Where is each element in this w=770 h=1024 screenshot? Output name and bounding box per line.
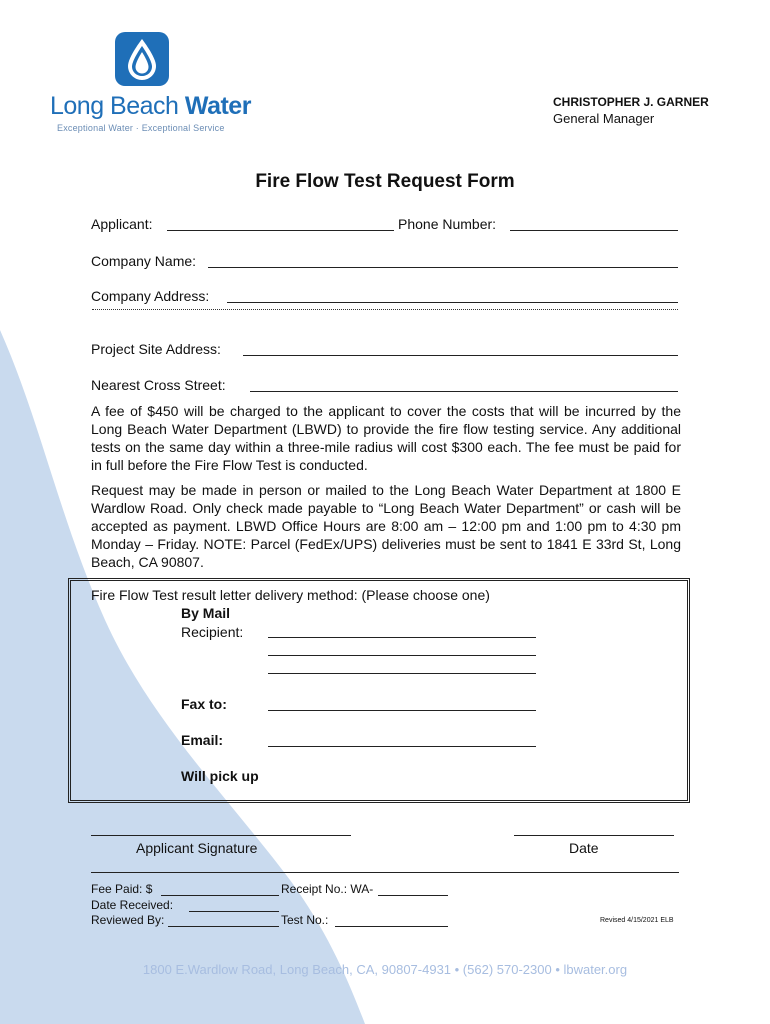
reviewed-by-field[interactable] bbox=[168, 926, 279, 927]
fee-paragraph: A fee of $450 will be charged to the applicant to cover the costs that will be incurred by the Long Beach Water Department (LBWD) to provide the fire flow testing service. Any additional tests on the same day within a three-mile radius will cost $300 each. The fee must be paid for in full before the Fire Flow Test is conducted. bbox=[91, 403, 681, 473]
company-name-label: Company Name: bbox=[91, 253, 197, 269]
cross-street-label: Nearest Cross Street: bbox=[91, 377, 226, 393]
pick-up-label: Will pick up bbox=[181, 768, 259, 784]
project-site-field[interactable] bbox=[243, 355, 678, 356]
date-label: Date bbox=[569, 840, 599, 856]
date-field[interactable] bbox=[514, 835, 674, 836]
manager-title: General Manager bbox=[553, 111, 655, 126]
cross-street-field[interactable] bbox=[250, 391, 678, 392]
applicant-field[interactable] bbox=[167, 230, 394, 231]
receipt-field[interactable] bbox=[378, 895, 448, 896]
by-mail-label: By Mail bbox=[181, 605, 231, 621]
fax-field[interactable] bbox=[268, 710, 536, 711]
project-site-label: Project Site Address: bbox=[91, 341, 221, 357]
delivery-method-box bbox=[68, 578, 690, 803]
receipt-label: Receipt No.: WA- bbox=[281, 882, 374, 896]
recipient-line-2[interactable] bbox=[268, 655, 536, 656]
water-drop-icon bbox=[115, 32, 169, 86]
logo-name-light: Long Beach bbox=[50, 92, 185, 120]
signature-label: Applicant Signature bbox=[136, 840, 258, 856]
logo-wordmark bbox=[50, 92, 251, 121]
signature-field[interactable] bbox=[91, 835, 351, 836]
reviewed-by-label: Reviewed By: bbox=[91, 913, 165, 927]
logo bbox=[115, 32, 169, 86]
delivery-heading: Fire Flow Test result letter delivery method: (Please choose one) bbox=[91, 587, 490, 603]
date-received-field[interactable] bbox=[189, 911, 279, 912]
recipient-line-3[interactable] bbox=[268, 673, 536, 674]
test-no-label: Test No.: bbox=[281, 913, 329, 927]
form-title: Fire Flow Test Request Form bbox=[255, 171, 515, 192]
company-address-label: Company Address: bbox=[91, 288, 210, 304]
company-address-field[interactable] bbox=[227, 302, 678, 303]
request-paragraph: Request may be made in person or mailed to the Long Beach Water Department at 1800 E Wardlow Road. Only check made payable to “Long Beach Water Department” or cash will be accepted as payment. LBWD Office Hours are 8:00 am – 12:00 pm and 1:00 pm to 4:30 pm Monday – Friday. NOTE: Parcel (FedEx/UPS) deliveries must be sent to 1841 E 33rd St, Long Beach, CA 90807. bbox=[91, 482, 681, 570]
fee-paid-label: Fee Paid: $ bbox=[91, 882, 153, 896]
recipient-label: Recipient: bbox=[181, 624, 244, 640]
email-label: Email: bbox=[181, 732, 224, 748]
email-field[interactable] bbox=[268, 746, 536, 747]
logo-tagline: Exceptional Water · Exceptional Service bbox=[57, 123, 225, 133]
manager-name: CHRISTOPHER J. GARNER bbox=[553, 95, 709, 109]
recipient-line-1[interactable] bbox=[268, 637, 536, 638]
footer-address: 1800 E.Wardlow Road, Long Beach, CA, 90807-4931 • (562) 570-2300 • lbwater.org bbox=[142, 962, 628, 977]
date-received-label: Date Received: bbox=[91, 898, 174, 912]
test-no-field[interactable] bbox=[335, 926, 448, 927]
phone-label: Phone Number: bbox=[398, 216, 497, 232]
phone-field[interactable] bbox=[510, 230, 678, 231]
logo-name-bold: Water bbox=[184, 92, 251, 120]
company-name-field[interactable] bbox=[208, 267, 678, 268]
address-continuation-line[interactable] bbox=[92, 309, 678, 310]
revision-note: Revised 4/15/2021 ELB bbox=[600, 917, 674, 924]
office-use-divider bbox=[91, 872, 679, 873]
fax-label: Fax to: bbox=[181, 696, 227, 712]
fee-paid-field[interactable] bbox=[161, 895, 279, 896]
applicant-label: Applicant: bbox=[91, 216, 153, 232]
